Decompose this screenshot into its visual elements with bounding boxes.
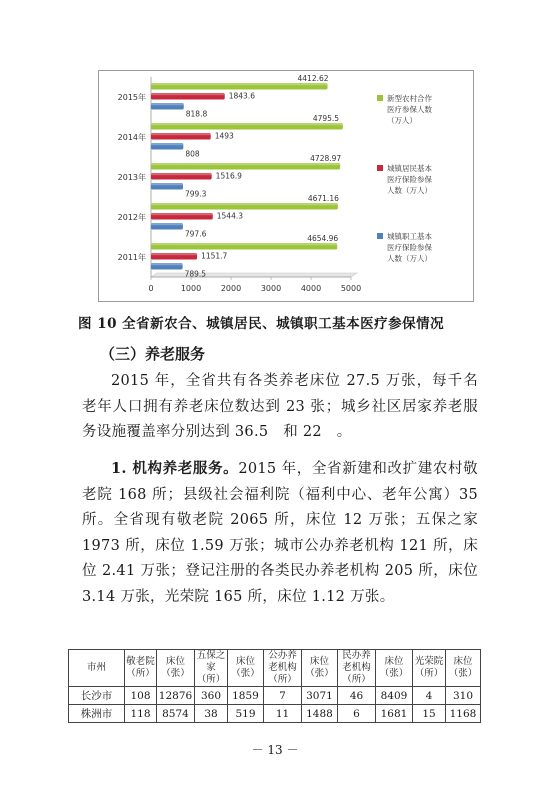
chart-canvas [99, 71, 473, 301]
table-cell: 46 [338, 687, 376, 705]
table-header-cell: 床位（张） [228, 650, 264, 687]
table-row [69, 687, 481, 705]
table-cell: 108 [125, 687, 157, 705]
legend-label: 人数（万人） [387, 186, 432, 195]
table-cell: 38 [195, 705, 228, 723]
table-cell: 1681 [376, 705, 413, 723]
bar-highlight [151, 83, 328, 85]
paragraph-2 [82, 456, 478, 611]
category-label: 2015年 [117, 93, 146, 102]
category-label: 2014年 [117, 133, 146, 142]
legend-label: （万人） [387, 116, 417, 125]
table-header-cell: 五保之家（所） [195, 650, 228, 687]
bar-chart [98, 70, 474, 302]
data-label: 799.3 [184, 189, 207, 199]
table-cell: 15 [413, 705, 446, 723]
legend-swatch [377, 95, 383, 101]
table-header-cell: 光荣院（所） [413, 650, 446, 687]
table-header-cell: 敬老院（所） [125, 650, 157, 687]
table-cell: 8409 [376, 687, 413, 705]
paragraph-2-body: 2015 年，全省新建和改扩建农村敬老院 168 所；县级社会福利院（福利中心、老年公寓）35 所。全省现有敬老院 2065 所，床位 12 万张；五保之家 1973 所，床位 1.59 万张；城市公办养老机构 121 所，床位 2.41 万张；登记注册的各类民办养老机构 205 所，床位 3.14 万张，光荣院 165 所，床位 1.12 万张。 [82, 461, 478, 605]
table-cell: 株洲市 [69, 705, 125, 723]
x-tick-label: 5000 [340, 284, 362, 293]
legend-swatch [377, 233, 383, 239]
bar-highlight [151, 253, 197, 255]
table-header-cell: 床位（张） [376, 650, 413, 687]
legend-label: 新型农村合作 [387, 94, 432, 103]
table-cell: 1488 [302, 705, 338, 723]
table-cell: 8574 [157, 705, 195, 723]
table-header-row [69, 650, 481, 687]
table-header-cell: 床位（张） [446, 650, 481, 687]
x-tick-label: 1000 [180, 284, 202, 293]
table-cell: 12876 [157, 687, 195, 705]
data-label: 4412.62 [297, 74, 329, 83]
data-label: 4795.5 [312, 114, 340, 123]
bar-highlight [151, 223, 183, 225]
category-label: 2012年 [117, 213, 146, 222]
bar-highlight [151, 103, 184, 105]
x-tick-label: 4000 [300, 284, 322, 293]
data-label: 808 [185, 149, 200, 159]
table-cell: 1859 [228, 687, 264, 705]
paragraph-1: 2015 年，全省共有各类养老床位 27.5 万张，每千名老年人口拥有养老床位数达到 23 张；城乡社区居家养老服务设施覆盖率分别达到 36.5 和 22 。 [82, 373, 478, 441]
bar-highlight [151, 263, 183, 265]
data-label: 797.6 [184, 229, 207, 239]
table-header-cell: 市州 [69, 650, 125, 687]
table-header-cell: 公办养老机构（所） [264, 650, 302, 687]
table-cell: 3071 [302, 687, 338, 705]
paragraph-2-lead: 1. 机构养老服务。 [111, 460, 239, 477]
table-cell: 长沙市 [69, 687, 125, 705]
table-header-cell: 床位（张） [157, 650, 195, 687]
legend-label: 城镇居民基本 [387, 164, 432, 173]
legend-label: 人数（万人） [387, 254, 432, 263]
table-cell: 519 [228, 705, 264, 723]
data-label: 4654.96 [307, 234, 339, 243]
x-tick-label: 2000 [220, 284, 242, 293]
data-label: 1493 [214, 131, 234, 141]
bar-highlight [151, 213, 213, 215]
nursing-home-table [68, 649, 481, 723]
data-label: 1151.7 [201, 251, 228, 261]
bar-highlight [151, 203, 338, 205]
table-cell: 118 [125, 705, 157, 723]
page-number: － 13 － [251, 743, 299, 757]
table-cell: 6 [338, 705, 376, 723]
data-label: 1843.6 [228, 91, 255, 101]
table-cell: 310 [446, 687, 481, 705]
data-label: 1516.9 [215, 171, 242, 181]
data-label: 818.8 [185, 109, 208, 119]
legend-swatch [377, 165, 383, 171]
x-tick-label: 3000 [260, 284, 282, 293]
bar-highlight [151, 173, 212, 175]
legend-label: 医疗保险参保 [387, 175, 432, 184]
table-cell: 7 [264, 687, 302, 705]
category-label: 2011年 [117, 253, 146, 262]
bar-highlight [151, 123, 343, 125]
bar-highlight [151, 163, 340, 165]
table-cell: 1168 [446, 705, 481, 723]
data-label: 4671.16 [307, 194, 339, 203]
legend-label: 城镇职工基本 [387, 232, 432, 241]
table-cell: 11 [264, 705, 302, 723]
data-label: 4728.97 [310, 154, 342, 163]
data-label: 789.5 [184, 269, 207, 279]
bar-highlight [151, 183, 183, 185]
table-row [69, 705, 481, 723]
table-header-cell: 民办养老机构（所） [338, 650, 376, 687]
x-tick-label: 0 [148, 284, 154, 293]
bar-highlight [151, 243, 337, 245]
data-label: 1544.3 [216, 211, 244, 221]
bar-highlight [151, 133, 211, 135]
bar-highlight [151, 93, 225, 95]
table-cell: 360 [195, 687, 228, 705]
table-cell: 4 [413, 687, 446, 705]
legend-label: 医疗参保人数 [387, 105, 432, 114]
chart-floor [151, 273, 357, 277]
figure-caption: 图 10 全省新农合、城镇居民、城镇职工基本医疗参保情况 [78, 316, 445, 332]
section-heading: （三）养老服务 [100, 345, 206, 363]
bar-highlight [151, 143, 183, 145]
category-label: 2013年 [117, 173, 146, 182]
legend-label: 医疗保险参保 [387, 243, 432, 252]
table-header-cell: 床位（张） [302, 650, 338, 687]
